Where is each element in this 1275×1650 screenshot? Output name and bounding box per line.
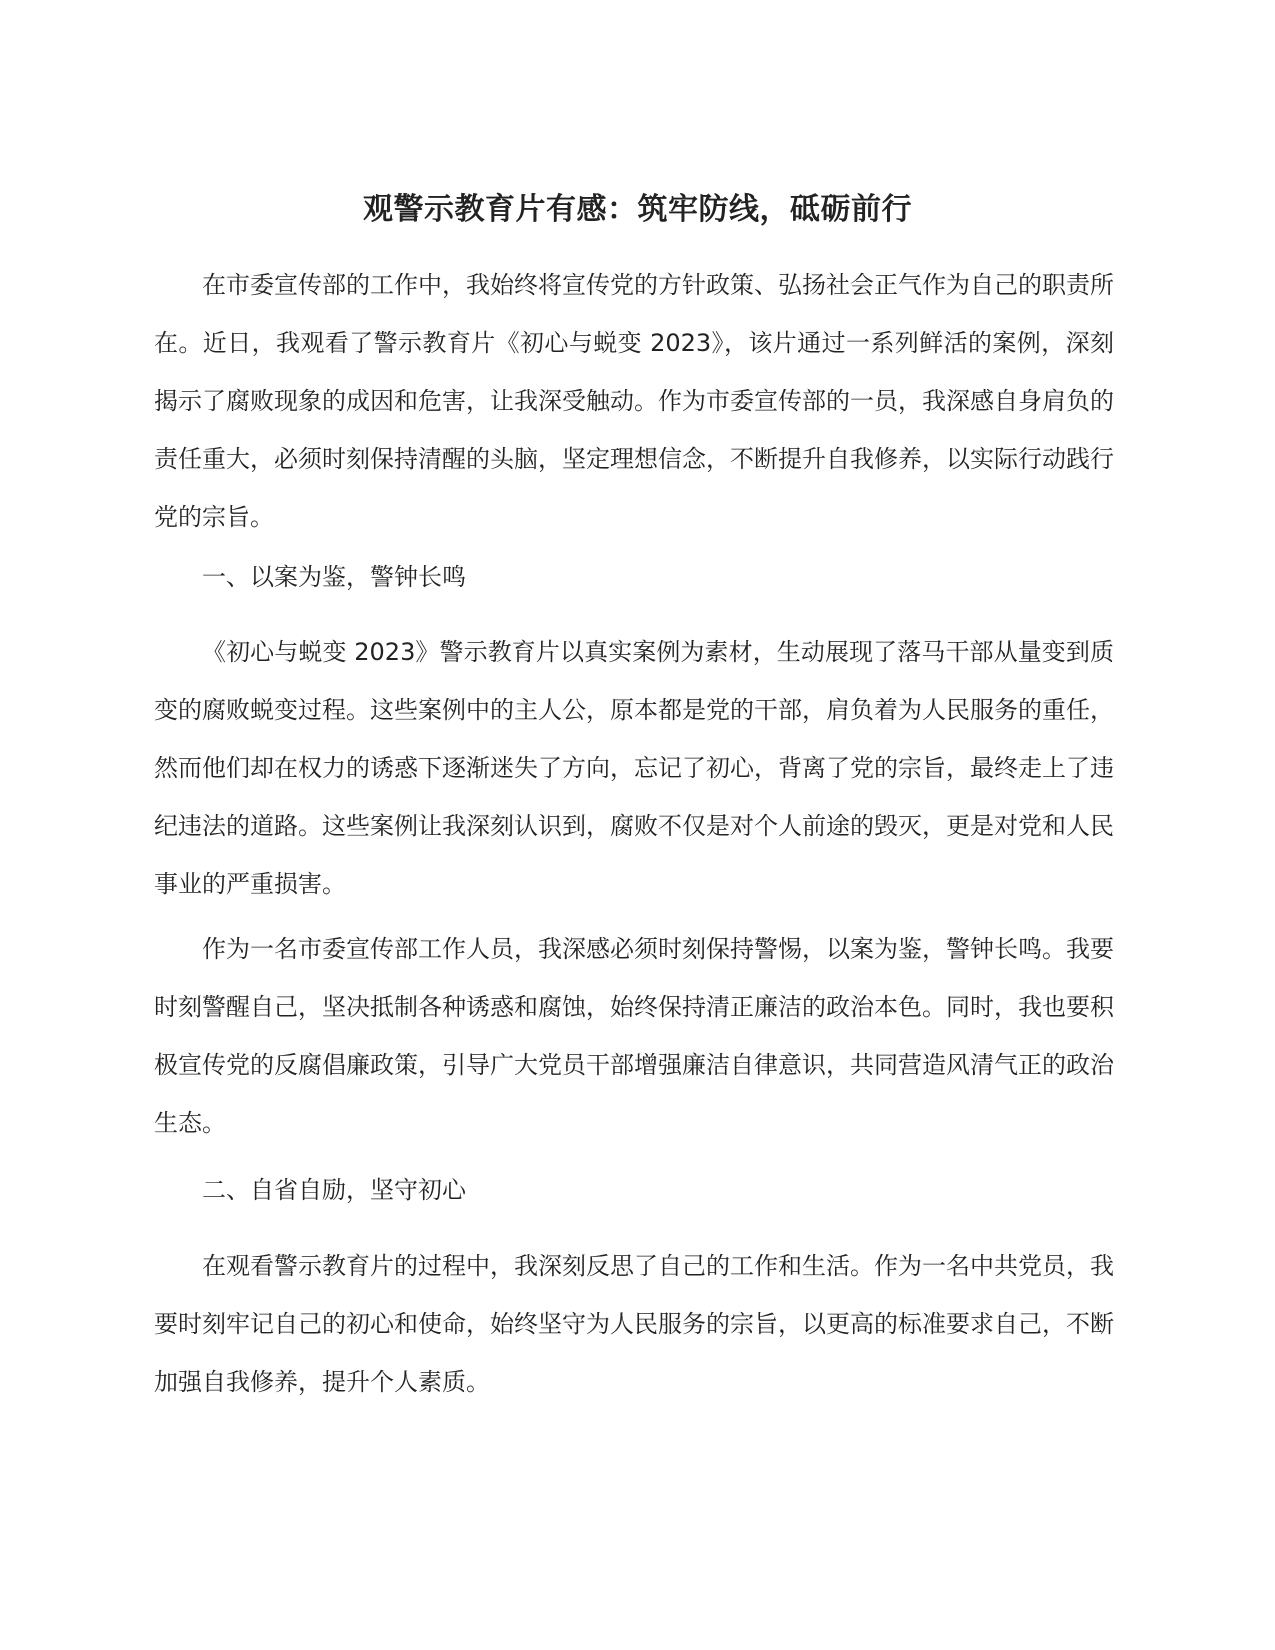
section-heading-2: 二、自省自励，坚守初心	[202, 1176, 466, 1204]
paragraph-case-study: 《初心与蜕变 2023》警示教育片以真实案例为素材，生动展现了落马干部从量变到质变的腐败蜕变过程。这些案例中的主人公，原本都是党的干部，肩负着为人民服务的重任，然而他们却在权力的诱惑下逐渐迷失了方向，忘记了初心，背离了党的宗旨，最终走上了违纪违法的道路。这些案例让我深刻认识到，腐败不仅是对个人前途的毁灭，更是对党和人民事业的严重损害。	[154, 638, 1114, 898]
paragraph-reflection: 在观看警示教育片的过程中，我深刻反思了自己的工作和生活。作为一名中共党员，我要时刻牢记自己的初心和使命，始终坚守为人民服务的宗旨，以更高的标准要求自己，不断加强自我修养，提升个人素质。	[154, 1252, 1114, 1396]
paragraph-intro: 在市委宣传部的工作中，我始终将宣传党的方针政策、弘扬社会正气作为自己的职责所在。近日，我观看了警示教育片《初心与蜕变 2023》，该片通过一系列鲜活的案例，深刻揭示了腐败现象的成因和危害，让我深受触动。作为市委宣传部的一员，我深感自身肩负的责任重大，必须时刻保持清醒的头脑，坚定理想信念，不断提升自我修养，以实际行动践行党的宗旨。	[154, 271, 1114, 531]
document-title: 观警示教育片有感：筑牢防线，砥砺前行	[363, 192, 912, 227]
paragraph-vigilance: 作为一名市委宣传部工作人员，我深感必须时刻保持警惕，以案为鉴，警钟长鸣。我要时刻警醒自己，坚决抵制各种诱惑和腐蚀，始终保持清正廉洁的政治本色。同时，我也要积极宣传党的反腐倡廉政策，引导广大党员干部增强廉洁自律意识，共同营造风清气正的政治生态。	[154, 935, 1114, 1137]
section-heading-1: 一、以案为鉴，警钟长鸣	[202, 563, 466, 591]
